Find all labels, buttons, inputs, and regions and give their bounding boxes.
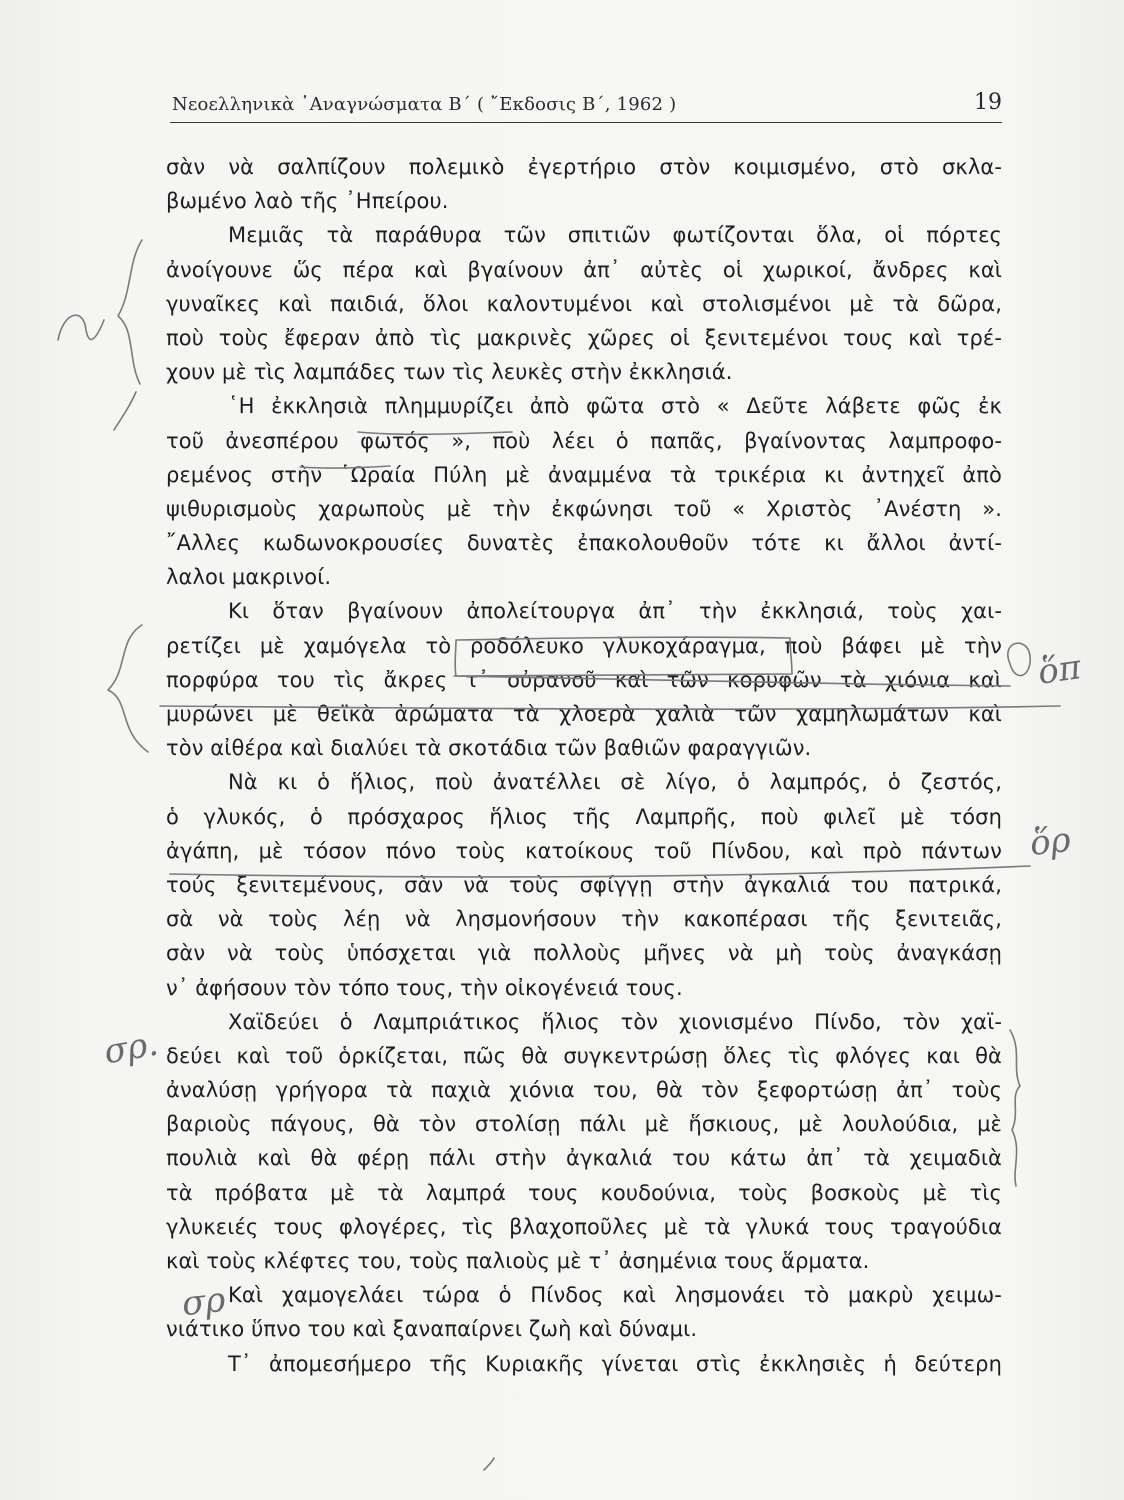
page-number: 19 — [974, 90, 1002, 115]
text-line: δεύει καὶ τοῦ ὁρκίζεται, πῶς θὰ συγκεντρώσῃ ὅλες τὶς φλόγες και θὰ — [166, 1043, 1002, 1068]
text-line: χουν μὲ τὶς λαμπάδες των τὶς λευκὲς στὴν ἐκκλησιά. — [166, 360, 733, 385]
margin-stroke-mark — [114, 392, 136, 430]
text-line: τὸν αἰθέρα καὶ διαλύει τὰ σκοτάδια τῶν βαθιῶν φαραγγιῶν. — [166, 736, 812, 761]
text-line: ὁ γλυκός, ὁ πρόσχαρος ἥλιος τῆς Λαμπρῆς, ποὺ φιλεῖ μὲ τόση — [166, 804, 1002, 829]
text-line: σὰ νὰ τοὺς λέῃ νὰ λησμονήσουν τὴν κακοπέρασι τῆς ξενιτειᾶς, — [166, 907, 1002, 932]
text-line: ρεμένος στὴν ῾Ωραία Πύλη μὲ ἀναμμένα τὰ τρικέρια κι ἀντηχεῖ ἀπὸ — [166, 462, 1002, 487]
text-line: τούς ξενιτεμένους, σὰν νὰ τοὺς σφίγγῃ στὴν ἀγκαλιά του πατρικά, — [166, 872, 1002, 897]
margin-note: ὅρ — [1028, 819, 1073, 865]
text-line: ἀναλύσῃ γρήγορα τὰ παχιὰ χιόνια του, θὰ τὸν ξεφορτώσῃ ἀπ᾿ τοὺς — [166, 1078, 1002, 1103]
text-line: βαριοὺς πάγους, θὰ τὸν στολίσῃ πάλι μὲ ἥσκιους, μὲ λουλούδια, μὲ — [166, 1112, 1002, 1137]
text-line: λαλοι μακρινοί. — [166, 565, 332, 590]
text-line: ῎Αλλες κωδωνοκρουσίες δυνατὲς ἐπακολουθοῦν τότε κι ἄλλοι ἀντί- — [166, 531, 1002, 556]
text-line: πουλιὰ καὶ θὰ φέρῃ πάλι στὴν ἀγκαλιά του κάτω ἀπ᾿ τὰ χειμαδιὰ — [166, 1146, 1002, 1171]
text-line: γλυκειές τους φλογέρες, τὶς βλαχοποῦλες μὲ τὰ γλυκά τους τραγούδια — [166, 1214, 1002, 1239]
text-line: ἀγάπη, μὲ τόσον πόνο τοὺς κατοίκους τοῦ Πίνδου, καὶ πρὸ πάντων — [166, 838, 1002, 863]
margin-brace-mark — [118, 240, 142, 384]
text-line: τὰ πρόβατα μὲ τὰ λαμπρά τους κουδούνια, τοὺς βοσκοὺς μὲ τὶς — [166, 1180, 1002, 1205]
text-line: ν᾿ ἀφήσουν τὸν τόπο τους, τὴν οἰκογένειά τους. — [166, 975, 683, 1000]
margin-brace-mark — [1010, 1030, 1020, 1186]
running-head — [170, 86, 1002, 123]
body-text — [166, 150, 1002, 1381]
text-line: Νὰ κι ὁ ἥλιος, ποὺ ἀνατέλλει σὲ λίγο, ὁ λαμπρός, ὁ ζεστός, — [228, 770, 1002, 795]
margin-note: σρ — [180, 1279, 228, 1325]
text-line: Μεμιᾶς τὰ παράθυρα τῶν σπιτιῶν φωτίζονται ὅλα, οἱ πόρτες — [228, 223, 1002, 248]
text-line: Καὶ χαμογελάει τώρα ὁ Πίνδος καὶ λησμονάει τὸ μακρὺ χειμω- — [228, 1283, 1002, 1308]
text-line: τοῦ ἀνεσπέρου φωτός », ποὺ λέει ὁ παπᾶς, βγαίνοντας λαμπροφο- — [166, 428, 1002, 453]
margin-note: ὅπ — [1035, 647, 1084, 693]
text-line: Κι ὅταν βγαίνουν ἀπολείτουργα ἀπ᾿ τὴν ἐκκλησιά, τοὺς χαι- — [228, 599, 1002, 624]
text-line: καὶ τοὺς κλέφτες του, τοὺς παλιοὺς μὲ τ᾿ ἀσημένια τους ἅρματα. — [166, 1249, 870, 1273]
margin-note: σρ. — [100, 1023, 162, 1073]
book-title: Νεοελληνικὰ ᾿Αναγνώσματα Β΄ ( ῎Εκδοσις Β΄, 1962 ) — [172, 94, 677, 115]
text-line: σὰν νὰ σαλπίζουν πολεμικὸ ἐγερτήριο στὸν κοιμισμένο, στὸ σκλα- — [166, 155, 1002, 179]
text-line: γυναῖκες καὶ παιδιά, ὅλοι καλοντυμένοι καὶ στολισμένοι μὲ τὰ δῶρα, — [166, 291, 1002, 316]
text-line: βωμένο λαὸ τῆς ᾿Ηπείρου. — [166, 189, 449, 214]
margin-squiggle-mark — [58, 315, 104, 340]
text-line: ἀνοίγουνε ὥς πέρα καὶ βγαίνουν ἀπ᾿ αὐτὲς οἱ χωρικοί, ἄνδρες καὶ — [166, 257, 1002, 282]
text-line: ποὺ τοὺς ἔφεραν ἀπὸ τὶς μακρινὲς χῶρες οἱ ξενιτεμένοι τους καὶ τρέ- — [166, 325, 1002, 350]
margin-brace-mark — [108, 625, 148, 752]
margin-loop-mark — [1008, 643, 1030, 675]
text-line: μυρώνει μὲ θεϊκὰ ἀρώματα τὰ χλοερὰ χαλιὰ τῶν χαμηλωμάτων καὶ — [166, 702, 1002, 726]
text-line: ψιθυρισμοὺς χαρωποὺς μὲ τὴν ἐκφώνησι τοῦ « Χριστὸς ᾿Ανέστη ». — [166, 496, 1002, 521]
text-line: πορφύρα του τὶς ἄκρες τ᾿ οὐρανοῦ καὶ τῶν κορυφῶν τὰ χιόνια καὶ — [166, 667, 1002, 692]
text-line: ῾Η ἐκκλησιὰ πλημμυρίζει ἀπὸ φῶτα στὸ « Δεῦτε λάβετε φῶς ἐκ — [228, 394, 1002, 419]
text-line: Χαϊδεύει ὁ Λαμπριάτικος ἥλιος τὸν χιονισμένο Πίνδο, τὸν χαϊ- — [228, 1009, 1002, 1034]
text-line: σὰν νὰ τοὺς ὑπόσχεται γιὰ πολλοὺς μῆνες νὰ μὴ τοὺς ἀναγκάσῃ — [166, 941, 1002, 966]
text-line: Τ᾿ ἀπομεσήμερο τῆς Κυριακῆς γίνεται στὶς ἐκκλησιὲς ἡ δεύτερη — [228, 1351, 1002, 1376]
pen-tick-mark — [484, 1458, 494, 1470]
text-line: ρετίζει μὲ χαμόγελα τὸ ροδόλευκο γλυκοχάραγμα, ποὺ βάφει μὲ τὴν — [166, 633, 1002, 658]
text-line: νιάτικο ὕπνο του καὶ ξαναπαίρνει ζωὴ καὶ δύναμι. — [166, 1317, 698, 1342]
